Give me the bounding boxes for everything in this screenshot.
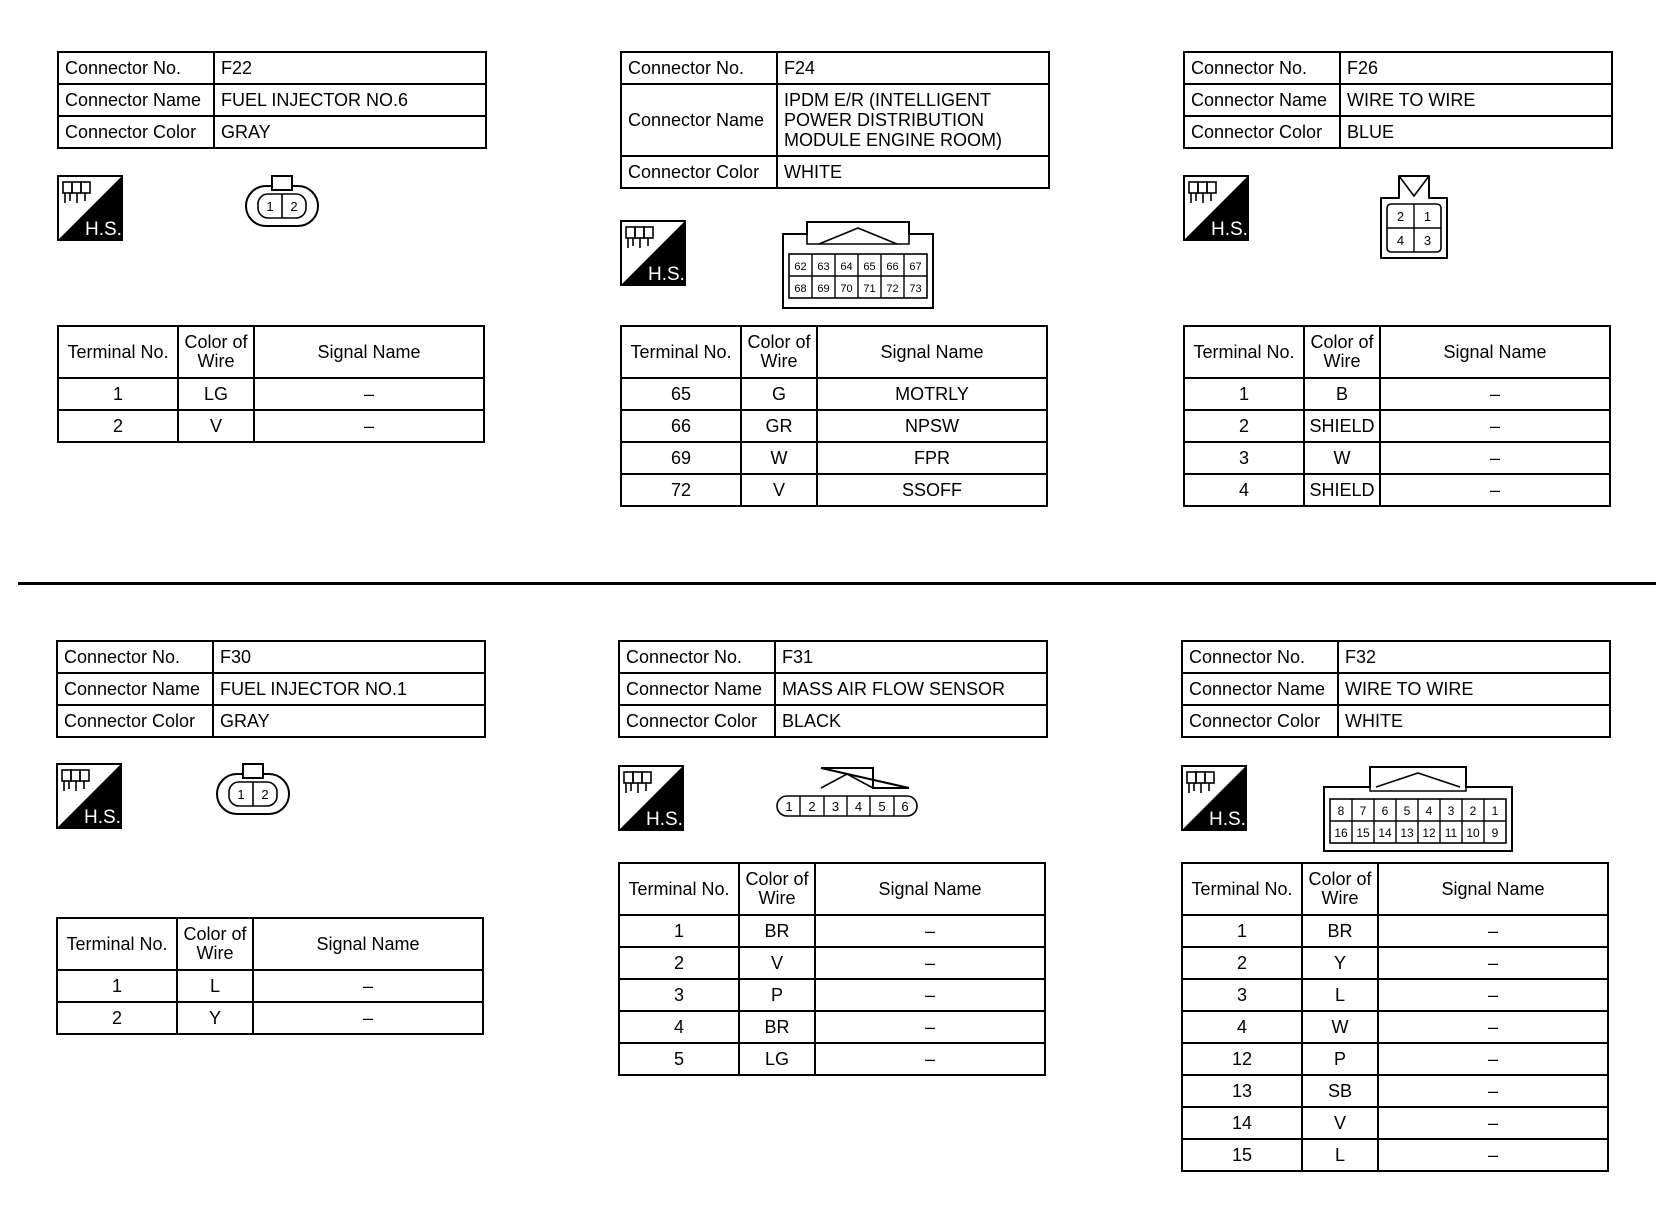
terminal-cell: 4 (1184, 474, 1304, 506)
terminal-no-header: Terminal No. (621, 326, 741, 378)
wire-color-cell: LG (178, 378, 254, 410)
terminal-cell: 1 (57, 970, 177, 1002)
wire-color-cell: G (741, 378, 817, 410)
signal-cell: MOTRLY (817, 378, 1047, 410)
color-of-wire-header: Color of Wire (1304, 326, 1380, 378)
connector-color-label: Connector Color (621, 156, 777, 188)
terminal-cell: 2 (619, 947, 739, 979)
pin-label: 12 (1422, 826, 1436, 840)
pin-label: 3 (831, 799, 840, 814)
signal-name-header: Signal Name (817, 326, 1047, 378)
pin-label: 65 (863, 261, 876, 273)
connector-color-label: Connector Color (619, 705, 775, 737)
connector-color-label: Connector Color (58, 116, 214, 148)
terminal-cell: 14 (1182, 1107, 1302, 1139)
wire-color-cell: P (739, 979, 815, 1011)
signal-cell: SSOFF (817, 474, 1047, 506)
pin-label: 6 (901, 799, 909, 814)
terminal-cell: 1 (619, 915, 739, 947)
pin-label: 4 (854, 799, 863, 814)
signal-name-header: Signal Name (1378, 863, 1608, 915)
table-row (1184, 410, 1610, 442)
wire-color-cell: L (1302, 979, 1378, 1011)
connector-panel-f30 (56, 640, 486, 738)
pin-label: 1 (1423, 209, 1432, 224)
terminal-no-header: Terminal No. (57, 918, 177, 970)
table-row (57, 970, 483, 1002)
table-row (619, 979, 1045, 1011)
signal-cell: – (1378, 1107, 1608, 1139)
connector-no-value: F30 (213, 641, 485, 673)
terminal-no-header: Terminal No. (1182, 863, 1302, 915)
pin-label: 15 (1356, 826, 1370, 840)
connector-panel-f26 (1183, 51, 1613, 149)
table-row (1182, 915, 1608, 947)
connector-no-value: F26 (1340, 52, 1612, 84)
connector-no-label: Connector No. (621, 52, 777, 84)
pin-label: 4 (1396, 233, 1405, 248)
connector-panel-f24 (620, 51, 1050, 189)
pin-label: 2 (1469, 804, 1477, 818)
connector-name-label: Connector Name (57, 673, 213, 705)
terminal-table (1183, 325, 1611, 507)
table-row (619, 947, 1045, 979)
connector-info-table (1183, 51, 1613, 149)
terminal-panel-f22 (57, 325, 487, 443)
signal-cell: – (253, 1002, 483, 1034)
terminal-cell: 12 (1182, 1043, 1302, 1075)
terminal-table (1181, 862, 1609, 1172)
connector-face-f30 (215, 760, 291, 818)
terminal-cell: 65 (621, 378, 741, 410)
connector-panel-f22 (57, 51, 487, 149)
signal-cell: – (815, 947, 1045, 979)
wire-color-cell: W (741, 442, 817, 474)
pin-label: 71 (863, 283, 876, 295)
signal-name-header: Signal Name (815, 863, 1045, 915)
signal-cell: – (1378, 1075, 1608, 1107)
connector-color-value: GRAY (213, 705, 485, 737)
terminal-cell: 4 (619, 1011, 739, 1043)
pin-label: 1 (266, 199, 274, 214)
harness-side-icon (56, 763, 122, 829)
terminal-cell: 1 (58, 378, 178, 410)
terminal-cell: 72 (621, 474, 741, 506)
signal-name-header: Signal Name (254, 326, 484, 378)
connector-face-f22 (244, 172, 320, 230)
signal-cell: NPSW (817, 410, 1047, 442)
connector-color-value: BLACK (775, 705, 1047, 737)
connector-color-value: WHITE (777, 156, 1049, 188)
signal-cell: – (1380, 442, 1610, 474)
connector-no-value: F32 (1338, 641, 1610, 673)
harness-side-icon (57, 175, 123, 241)
harness-side-icon (620, 220, 686, 286)
pin-label: 3 (1423, 233, 1432, 248)
pin-label: 1 (785, 799, 793, 814)
wire-color-cell: SHIELD (1304, 474, 1380, 506)
terminal-cell: 3 (619, 979, 739, 1011)
wire-color-cell: Y (1302, 947, 1378, 979)
wire-color-cell: W (1302, 1011, 1378, 1043)
connector-face-f32 (1320, 765, 1516, 855)
terminal-table (57, 325, 485, 443)
table-row (1184, 442, 1610, 474)
pin-label: 14 (1378, 826, 1392, 840)
signal-cell: – (1378, 915, 1608, 947)
pin-label: 10 (1466, 826, 1480, 840)
connector-info-table (1181, 640, 1611, 738)
wire-color-cell: Y (177, 1002, 253, 1034)
terminal-cell: 2 (1184, 410, 1304, 442)
table-row (621, 474, 1047, 506)
pin-label: 6 (1381, 804, 1389, 818)
connector-no-value: F24 (777, 52, 1049, 84)
wire-color-cell: P (1302, 1043, 1378, 1075)
table-row (1182, 1043, 1608, 1075)
pin-label: 2 (290, 199, 298, 214)
hs-label: H.S. (1211, 219, 1248, 240)
pin-label: 7 (1359, 804, 1367, 818)
pin-label: 70 (840, 283, 853, 295)
hs-label: H.S. (648, 264, 685, 285)
table-row (1182, 1011, 1608, 1043)
pin-label: 4 (1425, 804, 1433, 818)
terminal-table (618, 862, 1046, 1076)
signal-cell: – (815, 1043, 1045, 1075)
connector-name-value: MASS AIR FLOW SENSOR (775, 673, 1047, 705)
terminal-cell: 69 (621, 442, 741, 474)
wire-color-cell: BR (1302, 915, 1378, 947)
connector-face-f26 (1375, 174, 1453, 264)
table-row (1184, 378, 1610, 410)
section-divider (18, 582, 1656, 585)
wire-color-cell: W (1304, 442, 1380, 474)
signal-cell: – (1378, 1139, 1608, 1171)
hs-label: H.S. (646, 809, 683, 830)
table-row (619, 1011, 1045, 1043)
pin-label: 8 (1337, 804, 1345, 818)
pin-label: 5 (878, 799, 886, 814)
signal-cell: FPR (817, 442, 1047, 474)
connector-info-table (57, 51, 487, 149)
terminal-cell: 2 (57, 1002, 177, 1034)
signal-cell: – (815, 915, 1045, 947)
table-row (619, 1043, 1045, 1075)
signal-name-header: Signal Name (1380, 326, 1610, 378)
pin-label: 2 (808, 799, 816, 814)
hs-label: H.S. (85, 219, 122, 240)
pin-label: 9 (1491, 826, 1499, 840)
wire-color-cell: V (739, 947, 815, 979)
connector-name-label: Connector Name (1182, 673, 1338, 705)
hs-label: H.S. (1209, 809, 1246, 830)
connector-panel-f32 (1181, 640, 1611, 738)
terminal-cell: 1 (1184, 378, 1304, 410)
table-row (57, 1002, 483, 1034)
wire-color-cell: BR (739, 1011, 815, 1043)
wire-color-cell: SHIELD (1304, 410, 1380, 442)
pin-label: 62 (794, 261, 807, 273)
table-row (621, 410, 1047, 442)
connector-name-value: FUEL INJECTOR NO.1 (213, 673, 485, 705)
terminal-cell: 1 (1182, 915, 1302, 947)
wire-color-cell: V (178, 410, 254, 442)
signal-cell: – (1380, 410, 1610, 442)
terminal-panel-f32 (1181, 862, 1611, 1172)
table-row (1182, 979, 1608, 1011)
color-of-wire-header: Color of Wire (177, 918, 253, 970)
harness-side-icon (1181, 765, 1247, 831)
pin-label: 64 (840, 261, 853, 273)
connector-name-label: Connector Name (1184, 84, 1340, 116)
connector-name-value: WIRE TO WIRE (1340, 84, 1612, 116)
pin-label: 11 (1444, 826, 1458, 840)
connector-info-table (620, 51, 1050, 189)
connector-no-label: Connector No. (1182, 641, 1338, 673)
connector-name-value: FUEL INJECTOR NO.6 (214, 84, 486, 116)
pin-label: 1 (237, 787, 245, 802)
wire-color-cell: LG (739, 1043, 815, 1075)
connector-no-label: Connector No. (58, 52, 214, 84)
signal-cell: – (1378, 1011, 1608, 1043)
connector-color-value: BLUE (1340, 116, 1612, 148)
terminal-panel-f24 (620, 325, 1050, 507)
table-row (58, 378, 484, 410)
terminal-cell: 5 (619, 1043, 739, 1075)
wire-color-cell: BR (739, 915, 815, 947)
connector-name-value: WIRE TO WIRE (1338, 673, 1610, 705)
signal-cell: – (815, 979, 1045, 1011)
connector-info-table (56, 640, 486, 738)
harness-side-icon (1183, 175, 1249, 241)
table-row (1184, 474, 1610, 506)
connector-no-value: F22 (214, 52, 486, 84)
harness-side-icon (618, 765, 684, 831)
connector-color-label: Connector Color (1182, 705, 1338, 737)
terminal-table (56, 917, 484, 1035)
pin-label: 73 (909, 283, 922, 295)
signal-cell: – (815, 1011, 1045, 1043)
wire-color-cell: B (1304, 378, 1380, 410)
terminal-no-header: Terminal No. (619, 863, 739, 915)
connector-color-label: Connector Color (1184, 116, 1340, 148)
terminal-panel-f30 (56, 917, 486, 1035)
signal-cell: – (253, 970, 483, 1002)
terminal-cell: 3 (1182, 979, 1302, 1011)
pin-label: 3 (1447, 804, 1455, 818)
signal-cell: – (1380, 474, 1610, 506)
signal-cell: – (254, 410, 484, 442)
signal-cell: – (1380, 378, 1610, 410)
connector-name-label: Connector Name (621, 84, 777, 156)
table-row (1182, 1139, 1608, 1171)
connector-color-label: Connector Color (57, 705, 213, 737)
table-row (1182, 1075, 1608, 1107)
signal-cell: – (254, 378, 484, 410)
pin-label: 2 (261, 787, 269, 802)
table-row (58, 410, 484, 442)
connector-face-f31 (763, 766, 931, 830)
pin-label: 63 (817, 261, 830, 273)
color-of-wire-header: Color of Wire (739, 863, 815, 915)
table-row (619, 915, 1045, 947)
wire-color-cell: SB (1302, 1075, 1378, 1107)
connector-no-label: Connector No. (1184, 52, 1340, 84)
terminal-cell: 13 (1182, 1075, 1302, 1107)
connector-no-value: F31 (775, 641, 1047, 673)
connector-no-label: Connector No. (619, 641, 775, 673)
table-row (1182, 1107, 1608, 1139)
connector-name-label: Connector Name (58, 84, 214, 116)
connector-color-value: WHITE (1338, 705, 1610, 737)
terminal-cell: 2 (1182, 947, 1302, 979)
hs-label: H.S. (84, 807, 121, 828)
signal-cell: – (1378, 947, 1608, 979)
connector-name-value: IPDM E/R (INTELLIGENT POWER DISTRIBUTION MODULE ENGINE ROOM) (777, 84, 1049, 156)
terminal-panel-f31 (618, 862, 1048, 1076)
connector-info-table (618, 640, 1048, 738)
terminal-cell: 3 (1184, 442, 1304, 474)
signal-cell: – (1378, 1043, 1608, 1075)
pin-label: 13 (1400, 826, 1414, 840)
pin-label: 2 (1396, 209, 1405, 224)
connector-face-f24 (779, 220, 937, 312)
color-of-wire-header: Color of Wire (1302, 863, 1378, 915)
connector-no-label: Connector No. (57, 641, 213, 673)
terminal-table (620, 325, 1048, 507)
connector-name-label: Connector Name (619, 673, 775, 705)
wire-color-cell: V (741, 474, 817, 506)
pin-label: 66 (886, 261, 899, 273)
pin-label: 5 (1403, 804, 1411, 818)
terminal-cell: 4 (1182, 1011, 1302, 1043)
table-row (1182, 947, 1608, 979)
table-row (621, 442, 1047, 474)
color-of-wire-header: Color of Wire (741, 326, 817, 378)
table-row (621, 378, 1047, 410)
pin-label: 69 (817, 283, 830, 295)
wire-color-cell: GR (741, 410, 817, 442)
wire-color-cell: V (1302, 1107, 1378, 1139)
terminal-cell: 15 (1182, 1139, 1302, 1171)
wire-color-cell: L (177, 970, 253, 1002)
pin-label: 72 (886, 283, 899, 295)
signal-name-header: Signal Name (253, 918, 483, 970)
color-of-wire-header: Color of Wire (178, 326, 254, 378)
pin-label: 68 (794, 283, 807, 295)
signal-cell: – (1378, 979, 1608, 1011)
terminal-cell: 2 (58, 410, 178, 442)
pin-label: 16 (1334, 826, 1348, 840)
terminal-cell: 66 (621, 410, 741, 442)
pin-label: 67 (909, 261, 922, 273)
terminal-no-header: Terminal No. (1184, 326, 1304, 378)
terminal-no-header: Terminal No. (58, 326, 178, 378)
connector-color-value: GRAY (214, 116, 486, 148)
pin-label: 1 (1491, 804, 1499, 818)
wire-color-cell: L (1302, 1139, 1378, 1171)
connector-panel-f31 (618, 640, 1048, 738)
terminal-panel-f26 (1183, 325, 1613, 507)
